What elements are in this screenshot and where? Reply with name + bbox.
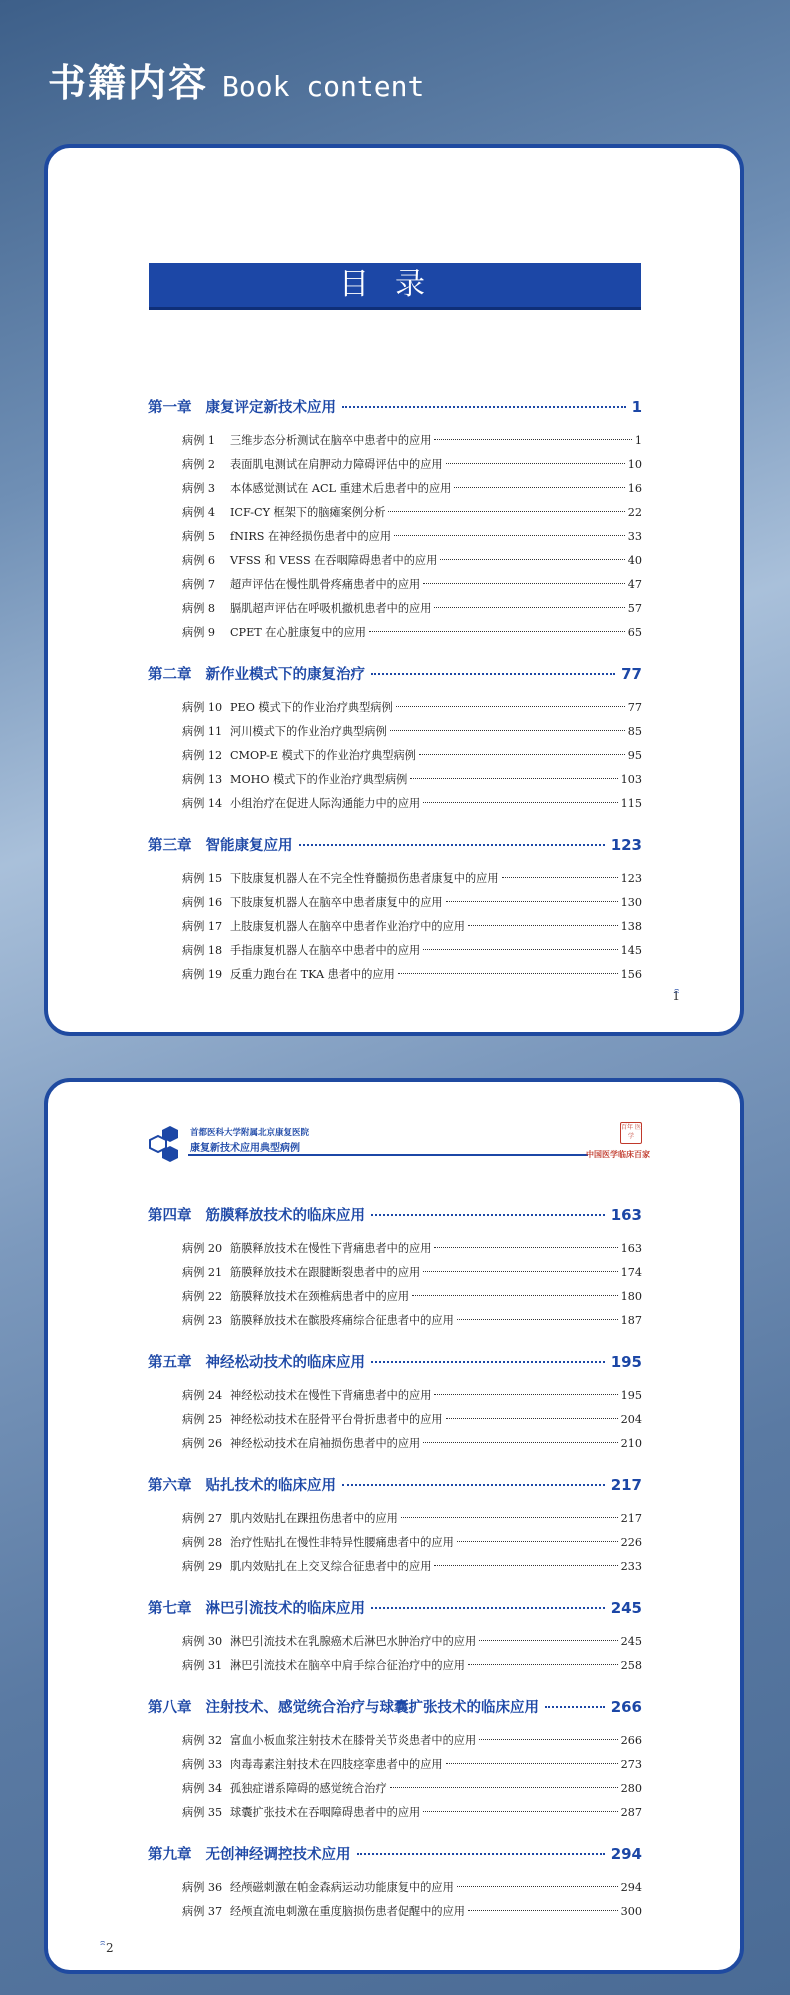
case-title: VFSS 和 VESS 在吞咽障碍患者中的应用 xyxy=(230,554,438,567)
case-page: 273 xyxy=(620,1758,642,1771)
case-entry[interactable] xyxy=(182,1531,642,1555)
case-page: 145 xyxy=(620,944,642,957)
case-page: 294 xyxy=(620,1881,642,1894)
case-title: 神经松动技术在慢性下背痛患者中的应用 xyxy=(230,1389,432,1402)
chapter-number: 第一章 xyxy=(148,400,192,416)
chapter-block xyxy=(48,1351,740,1456)
case-entry[interactable] xyxy=(182,597,642,621)
case-title: 表面肌电测试在肩胛动力障碍评估中的应用 xyxy=(230,458,443,471)
leader-dots xyxy=(434,439,631,440)
leader-dots xyxy=(390,730,625,731)
case-number: 病例 33 xyxy=(182,1758,223,1771)
case-page: 258 xyxy=(620,1659,642,1672)
case-page: 245 xyxy=(620,1635,642,1648)
case-entry[interactable] xyxy=(182,1285,642,1309)
chapter-title: 新作业模式下的康复治疗 xyxy=(205,667,365,683)
chapter-number: 第七章 xyxy=(148,1601,192,1617)
case-page: 300 xyxy=(620,1905,642,1918)
case-title: 淋巴引流技术在脑卒中肩手综合征治疗中的应用 xyxy=(230,1659,465,1672)
case-number: 病例 6 xyxy=(182,554,216,567)
chapter-title: 康复评定新技术应用 xyxy=(205,400,336,416)
chapter-block xyxy=(48,1597,740,1678)
toc-list xyxy=(48,1204,740,1924)
chapter-heading[interactable] xyxy=(148,1597,642,1618)
leader-dots xyxy=(396,706,625,707)
case-list xyxy=(48,1507,740,1579)
case-list xyxy=(48,696,740,816)
case-list xyxy=(48,1630,740,1678)
chapter-heading[interactable] xyxy=(148,1474,642,1495)
chapter-title: 注射技术、感觉统合治疗与球囊扩张技术的临床应用 xyxy=(205,1700,539,1716)
case-page: 1 xyxy=(634,434,642,447)
leader-dots xyxy=(423,1442,617,1443)
case-entry[interactable] xyxy=(182,573,642,597)
case-page: 77 xyxy=(627,701,642,714)
case-title: 手指康复机器人在脑卒中患者中的应用 xyxy=(230,944,421,957)
page-number xyxy=(672,988,680,1006)
leader-dots xyxy=(502,877,618,878)
case-title: PEO 模式下的作业治疗典型病例 xyxy=(230,701,393,714)
case-title: 小组治疗在促进人际沟通能力中的应用 xyxy=(230,797,421,810)
case-number: 病例 37 xyxy=(182,1905,223,1918)
header-title-en: Book content xyxy=(222,70,425,103)
case-number: 病例 22 xyxy=(182,1290,223,1303)
case-title: 河川模式下的作业治疗典型病例 xyxy=(230,725,387,738)
page-header xyxy=(48,52,424,107)
leader-dots xyxy=(446,901,618,902)
case-title: 神经松动技术在肩袖损伤患者中的应用 xyxy=(230,1437,421,1450)
book-header xyxy=(148,1122,650,1166)
case-page: 47 xyxy=(627,578,642,591)
case-entry[interactable] xyxy=(182,453,642,477)
case-title: 筋膜释放技术在跟腱断裂患者中的应用 xyxy=(230,1266,421,1279)
chapter-title: 筋膜释放技术的临床应用 xyxy=(205,1208,365,1224)
case-entry[interactable] xyxy=(182,1408,642,1432)
case-title: CMOP-E 模式下的作业治疗典型病例 xyxy=(230,749,416,762)
leader-dots xyxy=(371,673,615,675)
case-title: 筋膜释放技术在慢性下背痛患者中的应用 xyxy=(230,1242,432,1255)
case-list xyxy=(48,867,740,987)
series-name: 中国医学临床百家 xyxy=(586,1150,650,1159)
case-title: 富血小板血浆注射技术在膝骨关节炎患者中的应用 xyxy=(230,1734,477,1747)
case-list xyxy=(48,1876,740,1924)
case-page: 95 xyxy=(627,749,642,762)
leader-dots xyxy=(468,1910,618,1911)
case-title: 球囊扩张技术在吞咽障碍患者中的应用 xyxy=(230,1806,421,1819)
case-number: 病例 25 xyxy=(182,1413,223,1426)
case-entry[interactable] xyxy=(182,963,642,987)
case-number: 病例 19 xyxy=(182,968,223,981)
case-title: 膈肌超声评估在呼吸机撤机患者中的应用 xyxy=(230,602,432,615)
case-title: 反重力跑台在 TKA 患者中的应用 xyxy=(230,968,395,981)
case-number: 病例 16 xyxy=(182,896,223,909)
leader-dots xyxy=(357,1853,605,1855)
book-title: 康复新技术应用典型病例 xyxy=(190,1143,300,1154)
case-number: 病例 1 xyxy=(182,434,216,447)
case-entry[interactable] xyxy=(182,891,642,915)
chapter-number: 第九章 xyxy=(148,1847,192,1863)
leader-dots xyxy=(468,1664,618,1665)
case-entry[interactable] xyxy=(182,696,642,720)
case-list xyxy=(48,1729,740,1825)
case-page: 287 xyxy=(620,1806,642,1819)
leader-dots xyxy=(299,844,605,846)
case-number: 病例 11 xyxy=(182,725,223,738)
case-title: 孤独症谱系障碍的感觉统合治疗 xyxy=(230,1782,387,1795)
leader-dots xyxy=(423,1271,617,1272)
case-number: 病例 30 xyxy=(182,1635,223,1648)
case-title: 肌内效贴扎在上交叉综合征患者中的应用 xyxy=(230,1560,432,1573)
case-title: 下肢康复机器人在脑卒中患者康复中的应用 xyxy=(230,896,443,909)
case-title: 下肢康复机器人在不完全性脊髓损伤患者康复中的应用 xyxy=(230,872,499,885)
case-entry[interactable] xyxy=(182,1876,642,1900)
case-number: 病例 5 xyxy=(182,530,216,543)
chapter-heading[interactable] xyxy=(148,834,642,855)
case-entry[interactable] xyxy=(182,549,642,573)
case-entry[interactable] xyxy=(182,744,642,768)
leader-dots xyxy=(388,511,624,512)
case-page: 65 xyxy=(627,626,642,639)
chapter-heading[interactable] xyxy=(148,1204,642,1225)
case-entry[interactable] xyxy=(182,915,642,939)
case-entry[interactable] xyxy=(182,1630,642,1654)
case-title: CPET 在心脏康复中的应用 xyxy=(230,626,366,639)
chapter-block xyxy=(48,1204,740,1333)
chapter-page: 266 xyxy=(610,1698,642,1716)
case-number: 病例 21 xyxy=(182,1266,223,1279)
case-number: 病例 12 xyxy=(182,749,223,762)
case-page: 33 xyxy=(627,530,642,543)
case-number: 病例 28 xyxy=(182,1536,223,1549)
leader-dots xyxy=(423,583,625,584)
toc-page-2 xyxy=(44,1078,744,1974)
chapter-title: 神经松动技术的临床应用 xyxy=(205,1355,365,1371)
case-number: 病例 2 xyxy=(182,458,216,471)
case-number: 病例 9 xyxy=(182,626,216,639)
leader-dots xyxy=(401,1517,618,1518)
case-page: 210 xyxy=(620,1437,642,1450)
case-number: 病例 14 xyxy=(182,797,223,810)
case-number: 病例 35 xyxy=(182,1806,223,1819)
leader-dots xyxy=(371,1607,605,1609)
case-title: 超声评估在慢性肌骨疼痛患者中的应用 xyxy=(230,578,421,591)
leader-dots xyxy=(371,1361,605,1363)
header-title-cn: 书籍内容 xyxy=(48,61,209,105)
case-title: 本体感觉测试在 ACL 重建术后患者中的应用 xyxy=(230,482,452,495)
case-entry[interactable] xyxy=(182,1729,642,1753)
toc-banner: 目录 xyxy=(149,263,641,310)
leader-dots xyxy=(394,535,625,536)
case-entry[interactable] xyxy=(182,867,642,891)
chapter-page: 217 xyxy=(610,1476,642,1494)
case-title: 神经松动技术在胫骨平台骨折患者中的应用 xyxy=(230,1413,443,1426)
case-title: 筋膜释放技术在髌股疼痛综合征患者中的应用 xyxy=(230,1314,454,1327)
chapter-number: 第二章 xyxy=(148,667,192,683)
case-page: 156 xyxy=(620,968,642,981)
case-title: fNIRS 在神经损伤患者中的应用 xyxy=(230,530,392,543)
chapter-heading[interactable] xyxy=(148,1843,642,1864)
chapter-page: 245 xyxy=(610,1599,642,1617)
case-page: 195 xyxy=(620,1389,642,1402)
seal-logo: 百年 医学 xyxy=(620,1122,642,1144)
chapter-block xyxy=(48,396,740,645)
case-page: 217 xyxy=(620,1512,642,1525)
case-title: ICF-CY 框架下的脑瘫案例分析 xyxy=(230,506,386,519)
leader-dots xyxy=(342,1484,605,1486)
chapter-title: 淋巴引流技术的临床应用 xyxy=(205,1601,365,1617)
case-page: 22 xyxy=(627,506,642,519)
case-page: 138 xyxy=(620,920,642,933)
leader-dots xyxy=(423,949,617,950)
chapter-heading[interactable] xyxy=(148,1351,642,1372)
case-page: 123 xyxy=(620,872,642,885)
case-page: 204 xyxy=(620,1413,642,1426)
chapter-page: 163 xyxy=(610,1206,642,1224)
chapter-number: 第八章 xyxy=(148,1700,192,1716)
case-title: 淋巴引流技术在乳腺癌术后淋巴水肿治疗中的应用 xyxy=(230,1635,477,1648)
chapter-heading[interactable] xyxy=(148,396,642,417)
case-page: 187 xyxy=(620,1314,642,1327)
toc-list xyxy=(48,396,740,987)
case-entry[interactable] xyxy=(182,1309,642,1333)
leader-dots xyxy=(410,778,617,779)
leader-dots xyxy=(434,607,624,608)
chapter-block xyxy=(48,834,740,987)
case-title: 肌内效贴扎在踝扭伤患者中的应用 xyxy=(230,1512,398,1525)
case-entry[interactable] xyxy=(182,429,642,453)
case-entry[interactable] xyxy=(182,1555,642,1579)
chapter-block xyxy=(48,1843,740,1924)
chapter-block xyxy=(48,1474,740,1579)
case-entry[interactable] xyxy=(182,1801,642,1825)
case-number: 病例 7 xyxy=(182,578,216,591)
case-list xyxy=(48,429,740,645)
case-number: 病例 36 xyxy=(182,1881,223,1894)
case-page: 163 xyxy=(620,1242,642,1255)
case-page: 130 xyxy=(620,896,642,909)
chapter-page: 294 xyxy=(610,1845,642,1863)
leader-dots xyxy=(423,802,617,803)
case-page: 16 xyxy=(627,482,642,495)
case-list xyxy=(48,1384,740,1456)
case-number: 病例 13 xyxy=(182,773,223,786)
hospital-name: 首都医科大学附属北京康复医院 xyxy=(190,1128,310,1138)
case-page: 103 xyxy=(620,773,642,786)
case-number: 病例 23 xyxy=(182,1314,223,1327)
case-page: 115 xyxy=(620,797,642,810)
leader-dots xyxy=(446,1418,618,1419)
chapter-page: 1 xyxy=(631,398,642,416)
leader-dots xyxy=(434,1247,617,1248)
case-entry[interactable] xyxy=(182,621,642,645)
case-number: 病例 29 xyxy=(182,1560,223,1573)
chapter-number: 第六章 xyxy=(148,1478,192,1494)
leader-dots xyxy=(398,973,618,974)
leader-dots xyxy=(545,1706,605,1708)
case-entry[interactable] xyxy=(182,1507,642,1531)
case-entry[interactable] xyxy=(182,1237,642,1261)
leader-dots xyxy=(446,463,625,464)
leader-dots xyxy=(468,925,618,926)
toc-page-1 xyxy=(44,144,744,1036)
header-rule xyxy=(188,1154,588,1156)
case-title: 三维步态分析测试在脑卒中患者中的应用 xyxy=(230,434,432,447)
case-page: 266 xyxy=(620,1734,642,1747)
case-title: 肉毒毒素注射技术在四肢痉挛患者中的应用 xyxy=(230,1758,443,1771)
leader-dots xyxy=(369,631,625,632)
case-entry[interactable] xyxy=(182,1654,642,1678)
case-page: 10 xyxy=(627,458,642,471)
page-number-value: 1 xyxy=(672,989,680,1003)
chapter-number: 第五章 xyxy=(148,1355,192,1371)
case-entry[interactable] xyxy=(182,1753,642,1777)
case-entry[interactable] xyxy=(182,525,642,549)
case-number: 病例 8 xyxy=(182,602,216,615)
case-entry[interactable] xyxy=(182,792,642,816)
leader-dots xyxy=(440,559,624,560)
chapter-heading[interactable] xyxy=(148,663,642,684)
case-entry[interactable] xyxy=(182,477,642,501)
leader-dots xyxy=(479,1640,618,1641)
case-number: 病例 18 xyxy=(182,944,223,957)
case-page: 174 xyxy=(620,1266,642,1279)
case-page: 280 xyxy=(620,1782,642,1795)
case-page: 85 xyxy=(627,725,642,738)
chapter-number: 第三章 xyxy=(148,838,192,854)
chapter-block xyxy=(48,663,740,816)
leader-dots xyxy=(457,1886,618,1887)
case-number: 病例 3 xyxy=(182,482,216,495)
chapter-number: 第四章 xyxy=(148,1208,192,1224)
case-entry[interactable] xyxy=(182,1900,642,1924)
leader-dots xyxy=(390,1787,618,1788)
case-number: 病例 31 xyxy=(182,1659,223,1672)
case-list xyxy=(48,1237,740,1333)
chapter-page: 195 xyxy=(610,1353,642,1371)
leader-dots xyxy=(342,406,626,408)
leader-dots xyxy=(434,1565,617,1566)
chapter-title: 贴扎技术的临床应用 xyxy=(205,1478,336,1494)
page-number xyxy=(106,1940,114,1958)
hexagon-logo-icon xyxy=(148,1124,188,1164)
case-number: 病例 32 xyxy=(182,1734,223,1747)
case-title: 治疗性贴扎在慢性非特异性腰痛患者中的应用 xyxy=(230,1536,454,1549)
case-number: 病例 26 xyxy=(182,1437,223,1450)
case-title: 上肢康复机器人在脑卒中患者作业治疗中的应用 xyxy=(230,920,465,933)
leader-dots xyxy=(412,1295,618,1296)
case-entry[interactable] xyxy=(182,1432,642,1456)
case-title: MOHO 模式下的作业治疗典型病例 xyxy=(230,773,408,786)
case-entry[interactable] xyxy=(182,1777,642,1801)
case-number: 病例 34 xyxy=(182,1782,223,1795)
leader-dots xyxy=(479,1739,618,1740)
case-title: 经颅直流电刺激在重度脑损伤患者促醒中的应用 xyxy=(230,1905,465,1918)
chapter-title: 无创神经调控技术应用 xyxy=(205,1847,351,1863)
case-page: 57 xyxy=(627,602,642,615)
leader-dots xyxy=(454,487,624,488)
case-number: 病例 24 xyxy=(182,1389,223,1402)
chapter-page: 77 xyxy=(621,665,642,683)
case-entry[interactable] xyxy=(182,768,642,792)
case-number: 病例 20 xyxy=(182,1242,223,1255)
leader-dots xyxy=(419,754,625,755)
leader-dots xyxy=(457,1541,618,1542)
chapter-block xyxy=(48,1696,740,1825)
case-number: 病例 10 xyxy=(182,701,223,714)
case-entry[interactable] xyxy=(182,939,642,963)
chapter-page: 123 xyxy=(610,836,642,854)
case-page: 233 xyxy=(620,1560,642,1573)
leader-dots xyxy=(371,1214,605,1216)
case-title: 筋膜释放技术在颈椎病患者中的应用 xyxy=(230,1290,410,1303)
case-entry[interactable] xyxy=(182,1384,642,1408)
chapter-title: 智能康复应用 xyxy=(205,838,293,854)
case-entry[interactable] xyxy=(182,720,642,744)
case-page: 226 xyxy=(620,1536,642,1549)
leader-dots xyxy=(446,1763,618,1764)
leader-dots xyxy=(423,1811,617,1812)
case-entry[interactable] xyxy=(182,501,642,525)
case-number: 病例 17 xyxy=(182,920,223,933)
leader-dots xyxy=(434,1394,617,1395)
case-number: 病例 27 xyxy=(182,1512,223,1525)
case-page: 40 xyxy=(627,554,642,567)
case-title: 经颅磁刺激在帕金森病运动功能康复中的应用 xyxy=(230,1881,454,1894)
case-number: 病例 15 xyxy=(182,872,223,885)
case-page: 180 xyxy=(620,1290,642,1303)
case-number: 病例 4 xyxy=(182,506,216,519)
case-entry[interactable] xyxy=(182,1261,642,1285)
page-number-value: 2 xyxy=(106,1941,114,1955)
chapter-heading[interactable] xyxy=(148,1696,642,1717)
leader-dots xyxy=(457,1319,618,1320)
